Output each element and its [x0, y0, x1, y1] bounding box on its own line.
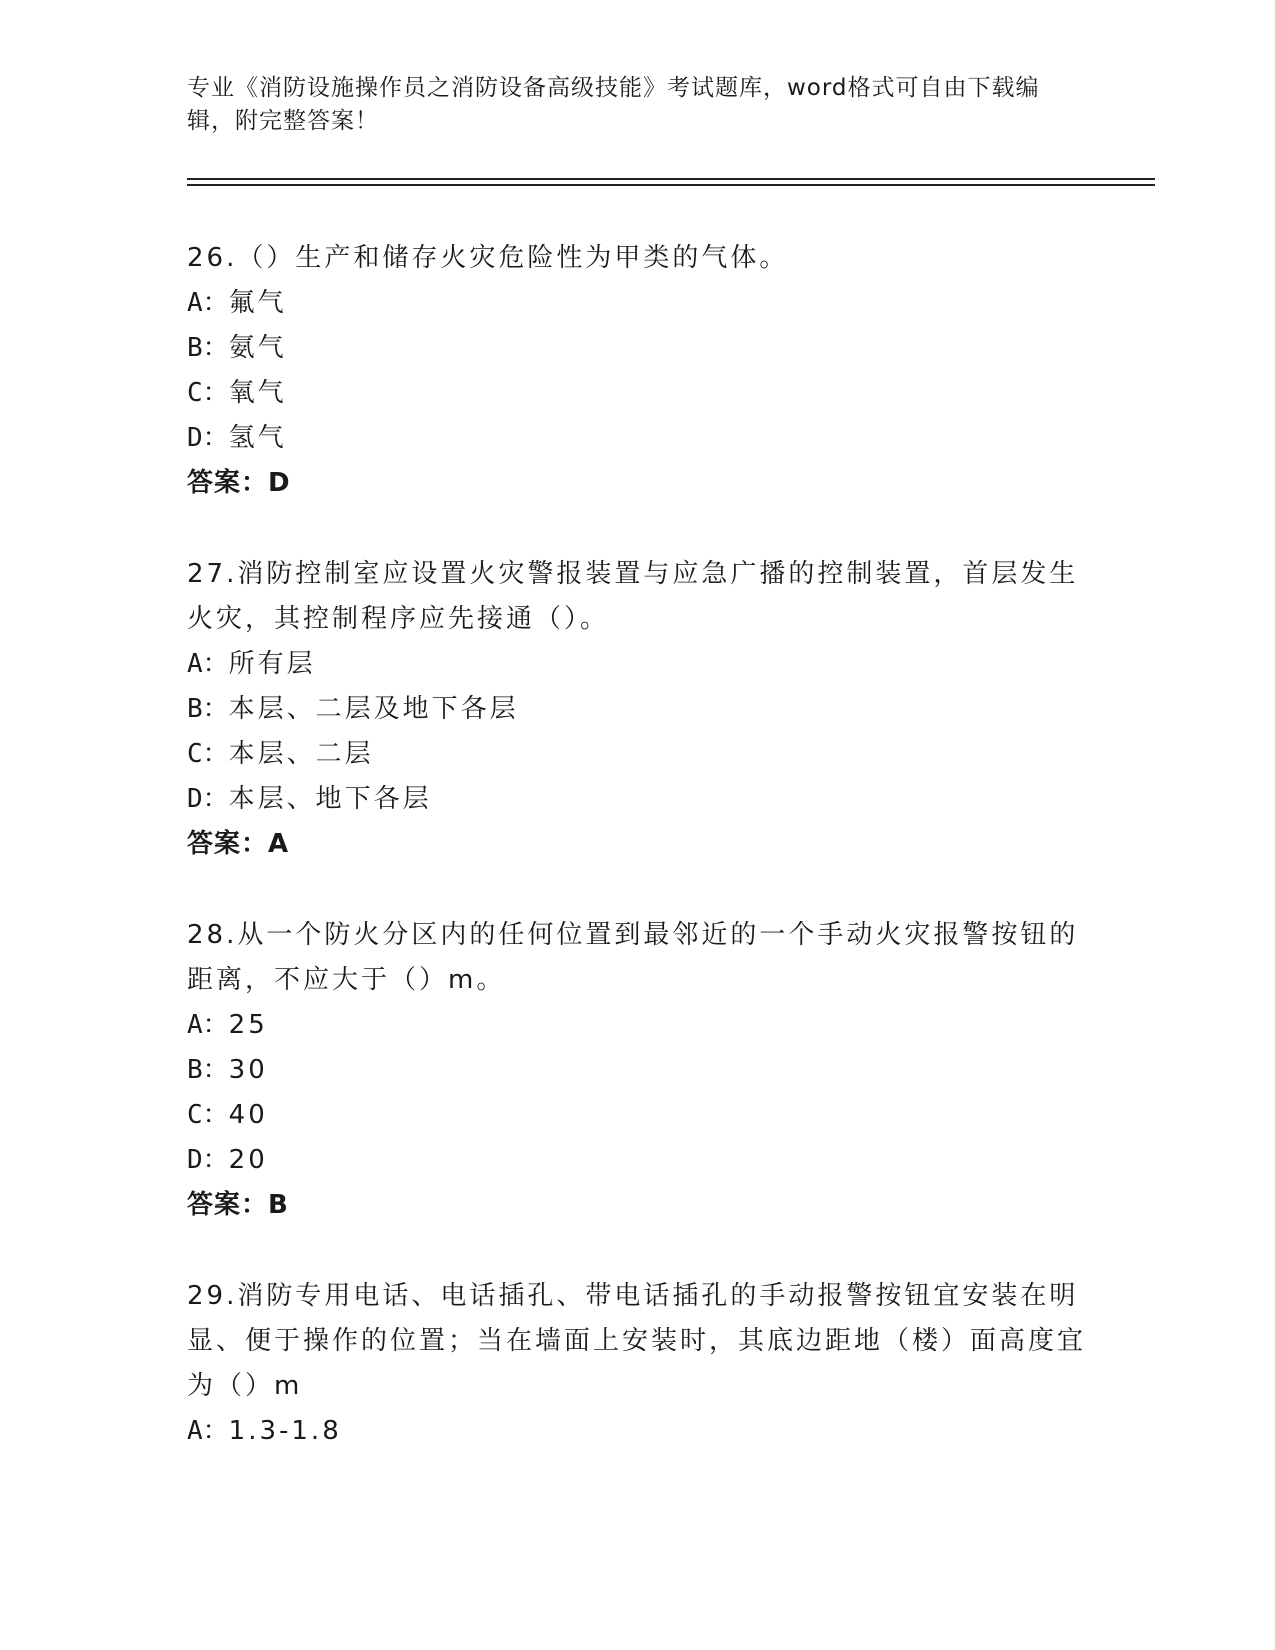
option-key: A：	[187, 1010, 229, 1040]
option-key: B：	[187, 333, 229, 363]
question-list	[187, 236, 1087, 1500]
option-text: 25	[228, 1010, 268, 1040]
option-key: D：	[187, 423, 229, 453]
option-key: C：	[187, 739, 229, 769]
question-text: 27.消防控制室应设置火灾警报装置与应急广播的控制装置，首层发生火灾，其控制程序应先接通（）。	[187, 559, 1079, 634]
option-a	[187, 1409, 1087, 1454]
option-text: 40	[228, 1100, 268, 1130]
option-c	[187, 371, 1087, 416]
option-text: 1.3-1.8	[228, 1416, 342, 1446]
header-divider-top	[187, 178, 1155, 180]
question-text: 28.从一个防火分区内的任何位置到最邻近的一个手动火灾报警按钮的距离，不应大于（）m。	[187, 920, 1079, 995]
option-text: 30	[228, 1055, 268, 1085]
option-text: 氟气	[228, 288, 287, 318]
option-text: 所有层	[228, 649, 316, 679]
option-d	[187, 1138, 1087, 1183]
option-text: 氢气	[228, 423, 287, 453]
option-text: 本层、地下各层	[228, 784, 432, 814]
option-c	[187, 1093, 1087, 1138]
answer-line: 答案：A	[187, 829, 290, 859]
option-b	[187, 326, 1087, 371]
answer-line: 答案：B	[187, 1190, 289, 1220]
option-key: B：	[187, 694, 229, 724]
question-26	[187, 236, 1087, 506]
option-text: 本层、二层及地下各层	[228, 694, 519, 724]
option-key: B：	[187, 1055, 229, 1085]
answer-line: 答案：D	[187, 468, 291, 498]
option-c	[187, 732, 1087, 777]
option-d	[187, 777, 1087, 822]
option-d	[187, 416, 1087, 461]
option-text: 本层、二层	[228, 739, 374, 769]
option-a	[187, 1003, 1087, 1048]
option-key: D：	[187, 784, 229, 814]
option-key: A：	[187, 288, 229, 318]
question-text: 26.（）生产和储存火灾危险性为甲类的气体。	[187, 243, 789, 273]
option-key: D：	[187, 1145, 229, 1175]
document-header: 专业《消防设施操作员之消防设备高级技能》考试题库，word格式可自由下载编辑，附完整答案！	[187, 75, 1040, 134]
option-a	[187, 642, 1087, 687]
option-b	[187, 1048, 1087, 1093]
question-text: 29.消防专用电话、电话插孔、带电话插孔的手动报警按钮宜安装在明显、便于操作的位置；当在墙面上安装时，其底边距地（楼）面高度宜为（）m	[187, 1281, 1087, 1401]
header-divider-bottom	[187, 184, 1155, 186]
option-key: A：	[187, 1416, 229, 1446]
option-key: C：	[187, 1100, 229, 1130]
question-29	[187, 1274, 1087, 1454]
option-text: 氧气	[228, 378, 287, 408]
option-a	[187, 281, 1087, 326]
option-text: 氨气	[228, 333, 287, 363]
question-27	[187, 552, 1087, 867]
option-key: C：	[187, 378, 229, 408]
option-b	[187, 687, 1087, 732]
option-text: 20	[228, 1145, 268, 1175]
question-28	[187, 913, 1087, 1228]
option-key: A：	[187, 649, 229, 679]
